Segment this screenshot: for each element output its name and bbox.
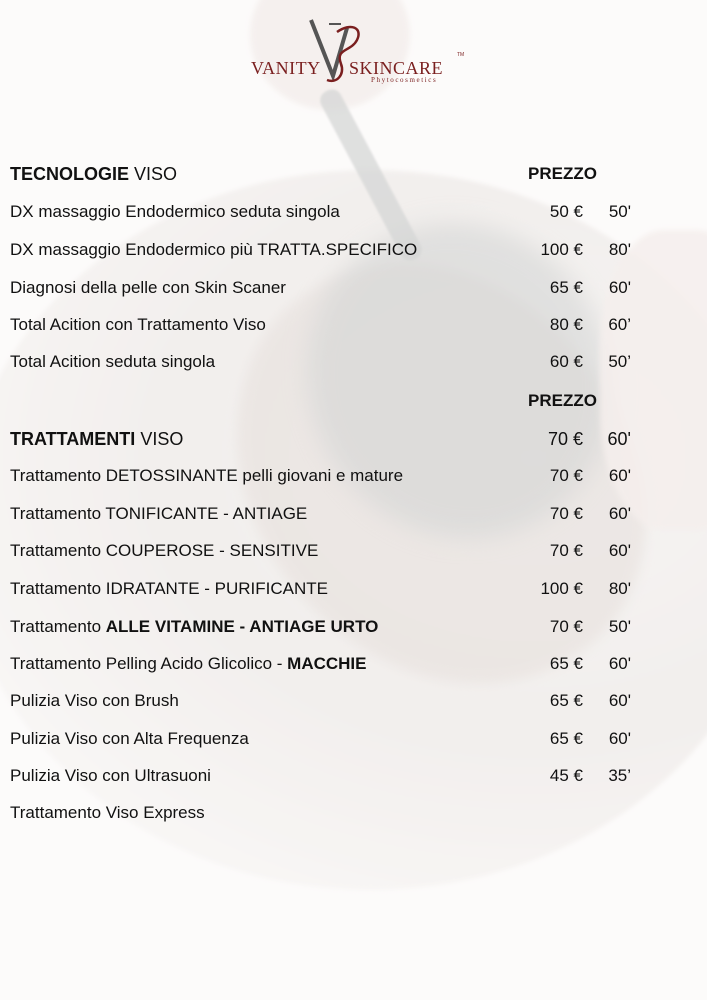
list-item: DX massaggio Endodermico più TRATTA.SPECIFICO 100 € 80' bbox=[10, 240, 631, 259]
list-item: Trattamento IDRATANTE - PURIFICANTE 100 € 80' bbox=[10, 579, 631, 598]
price-header: PREZZO bbox=[528, 391, 597, 410]
list-item: Pulizia Viso con Ultrasuoni 45 € 35’ bbox=[10, 766, 631, 785]
logo-word-left: VANITY bbox=[251, 58, 321, 78]
price-header: PREZZO bbox=[528, 164, 597, 183]
list-item: Pulizia Viso con Alta Frequenza 65 € 60' bbox=[10, 729, 631, 748]
list-item: Pulizia Viso con Brush 65 € 60' bbox=[10, 691, 631, 710]
list-item: Trattamento TONIFICANTE - ANTIAGE 70 € 60' bbox=[10, 504, 631, 523]
logo-subtitle: Phytocosmetics bbox=[371, 76, 438, 84]
list-item: DX massaggio Endodermico seduta singola 50 € 50' bbox=[10, 202, 631, 221]
list-item: Trattamento Pelling Acido Glicolico - MACCHIE 65 € 60' bbox=[10, 654, 631, 673]
list-item: Total Acition seduta singola 60 € 50’ bbox=[10, 352, 631, 371]
list-item: Diagnosi della pelle con Skin Scaner 65 € 60' bbox=[10, 278, 631, 297]
section-title-tecnologie: TECNOLOGIE VISO bbox=[10, 164, 178, 184]
section-title-trattamenti: TRATTAMENTI VISO 70 € 60' bbox=[10, 429, 631, 449]
list-item: Trattamento COUPEROSE - SENSITIVE 70 € 60' bbox=[10, 541, 631, 560]
list-item: Total Acition con Trattamento Viso 80 € 60’ bbox=[10, 315, 631, 334]
logo-trademark: TM bbox=[457, 52, 465, 58]
list-item: Trattamento DETOSSINANTE pelli giovani e mature 70 € 60' bbox=[10, 466, 631, 485]
list-item: Trattamento ALLE VITAMINE - ANTIAGE URTO 70 € 50' bbox=[10, 617, 631, 636]
logo-word-right: SKINCARE bbox=[349, 58, 444, 78]
list-item: Trattamento Viso Express bbox=[10, 803, 205, 822]
